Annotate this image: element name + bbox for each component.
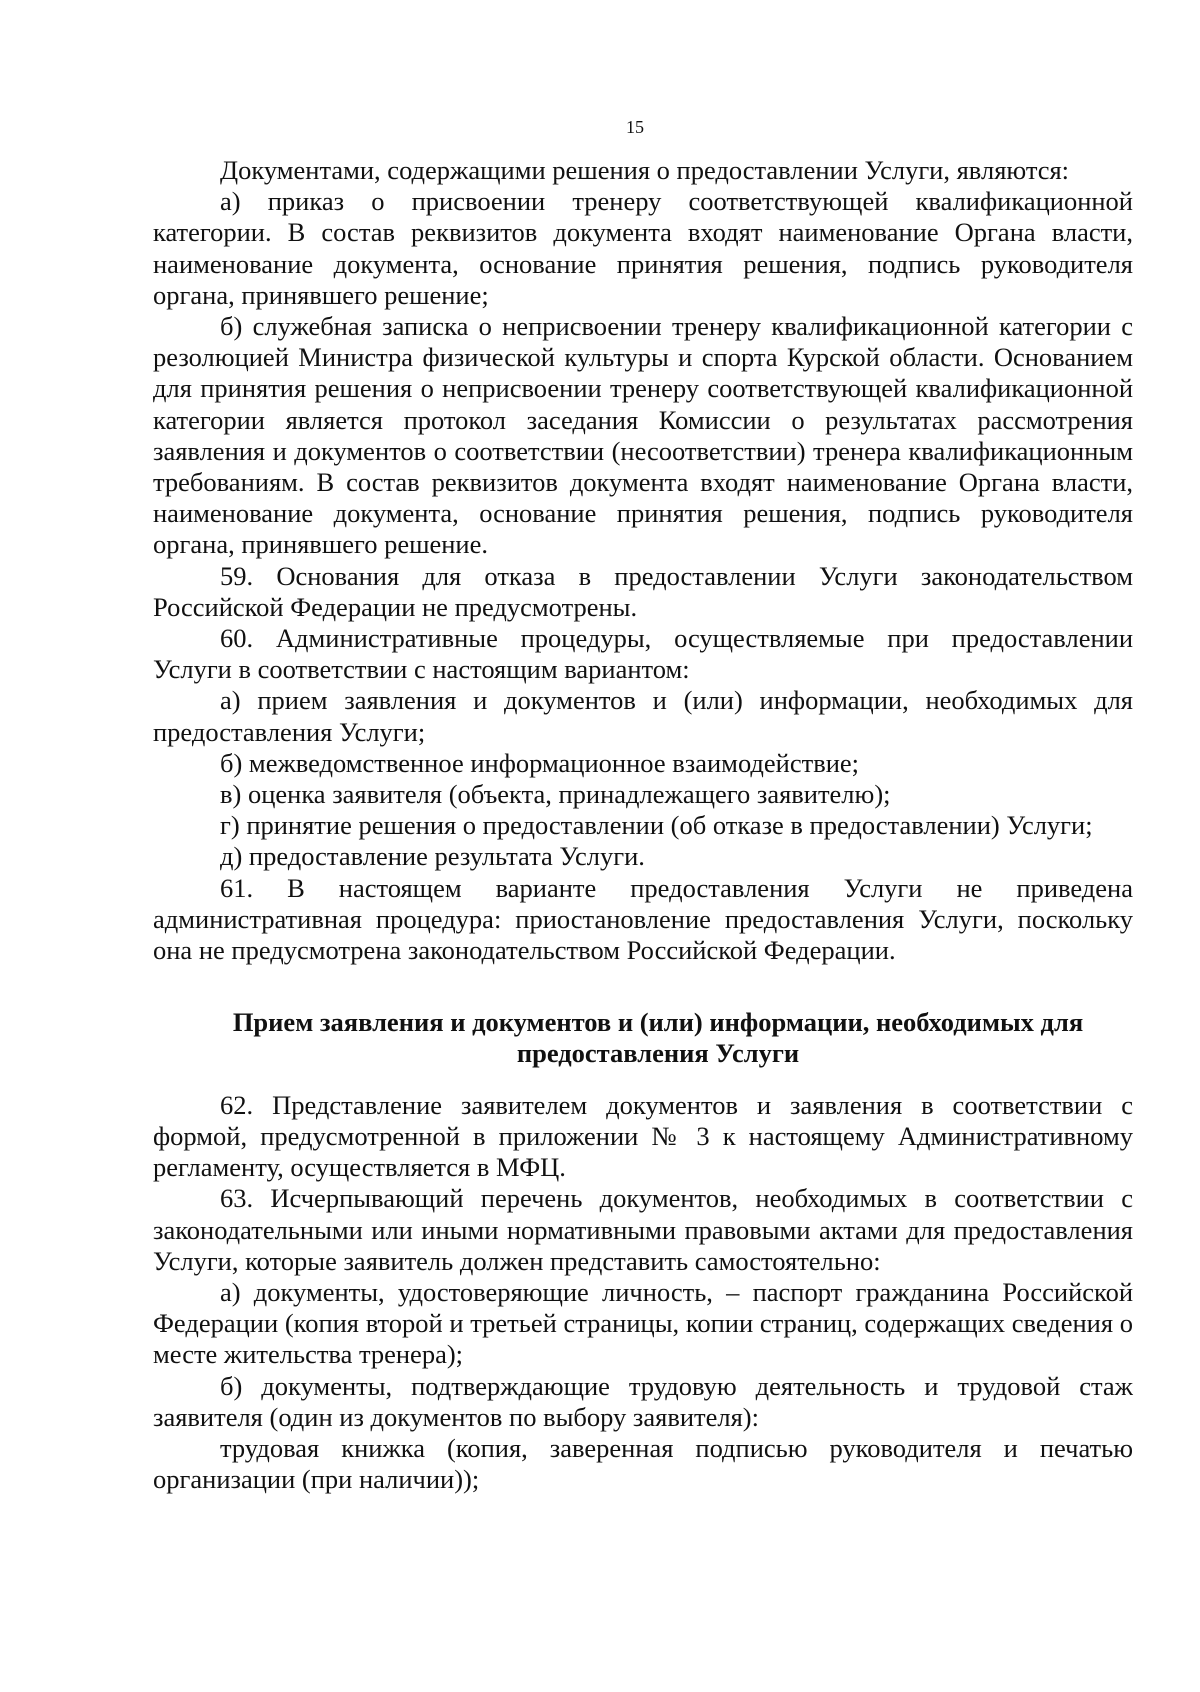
spacer (153, 1070, 1133, 1090)
list-item-employment-record: трудовая книжка (копия, заверенная подписью руководителя и печатью организации (при наличии)); (153, 1432, 1133, 1495)
document-body (153, 155, 1133, 1495)
paragraph-61: 61. В настоящем варианте предоставления Услуги не приведена административная процедура: приостановление предоставления Услуги, поскольку она не предусмотрена законодательством Российской Федерации. (153, 872, 1133, 966)
list-item-documents-a: а) документы, удостоверяющие личность, – паспорт гражданина Российской Федерации (копия второй и третьей страницы, копии страниц, содержащих сведения о месте жительства тренера); (153, 1276, 1133, 1370)
paragraph-results-intro: Документами, содержащими решения о предоставлении Услуги, являются: (220, 155, 1070, 185)
list-item-procedure-g: г) принятие решения о предоставлении (об отказе в предоставлении) Услуги; (220, 810, 1093, 841)
list-item-procedure-d: д) предоставление результата Услуги. (220, 841, 645, 872)
spacer (153, 966, 1133, 1007)
paragraph-result-order: а) приказ о присвоении тренеру соответствующей квалификационной категории. В состав реквизитов документа входят наименование Органа власти, наименование документа, основание принятия решения, подпись руководителя органа, принявшего решение; (153, 186, 1133, 310)
list-item-procedure-v: в) оценка заявителя (объекта, принадлежащего заявителю); (220, 779, 891, 810)
list-item-procedure-b: б) межведомственное информационное взаимодействие; (220, 747, 860, 778)
section-heading-line-2: предоставления Услуги (516, 1038, 800, 1069)
paragraph-60: 60. Административные процедуры, осуществляемые при предоставлении Услуги в соответствии с настоящим вариантом: (153, 623, 1133, 685)
list-item-procedure-a: а) прием заявления и документов и (или) информации, необходимых для предоставления Услуги; (153, 685, 1133, 747)
page-number: 15 (626, 117, 644, 137)
section-heading (153, 1007, 1133, 1069)
paragraph-result-memo: б) служебная записка о неприсвоении тренеру квалификационной категории с резолюцией Министра физической культуры и спорта Курской области. Основанием для принятия решения о неприсвоении тренеру соответствующей квалификационной категории является протокол заседания Комиссии о результатах рассмотрения заявления и документов о соответствии (несоответствии) тренера квалификационным требованиям. В состав реквизитов документа входят наименование Органа власти, наименование документа, основание принятия решения, подпись руководителя органа, принявшего решение. (153, 311, 1133, 560)
section-heading-line-1: Прием заявления и документов и (или) информации, необходимых для (232, 1007, 1084, 1038)
paragraph-59: 59. Основания для отказа в предоставлении Услуги законодательством Российской Федерации не предусмотрены. (153, 560, 1133, 622)
paragraph-62: 62. Представление заявителем документов и заявления в соответствии с формой, предусмотренной в приложении № 3 к настоящему Административному регламенту, осуществляется в МФЦ. (153, 1089, 1133, 1183)
list-item-documents-b: б) документы, подтверждающие трудовую деятельность и трудовой стаж заявителя (один из документов по выбору заявителя): (153, 1370, 1133, 1432)
paragraph-63: 63. Исчерпывающий перечень документов, необходимых в соответствии с законодательными или иными нормативными правовыми актами для предоставления Услуги, которые заявитель должен представить самостоятельно: (153, 1183, 1133, 1276)
